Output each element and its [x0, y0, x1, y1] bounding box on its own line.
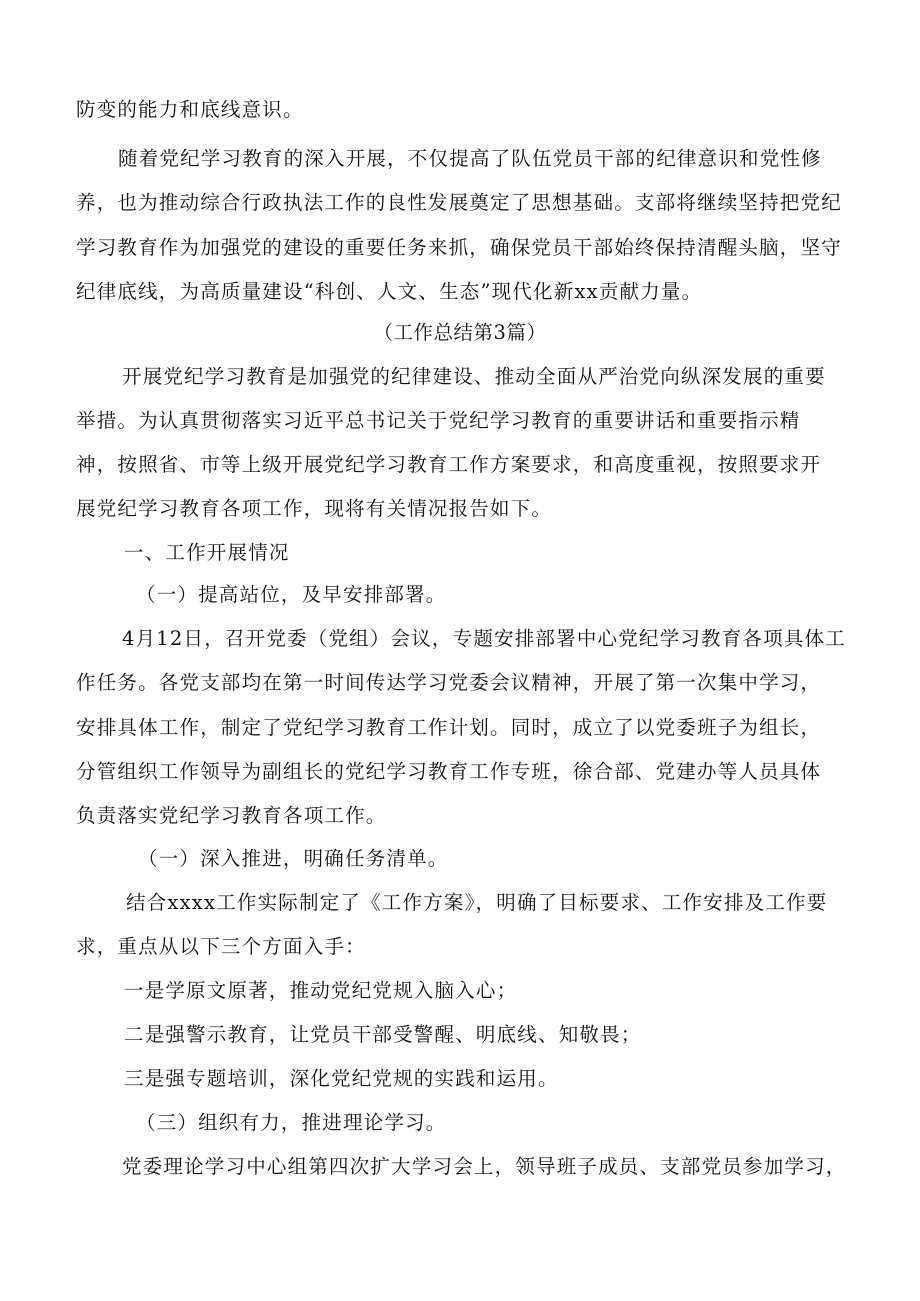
- paragraph-first-line: 结合xxxx工作实际制定了《工作方案》，明确了目标要求、工作安排及工作要: [126, 891, 828, 914]
- text-line: 神，按照省、市等上级开展党纪学习教育工作方案要求，和高度重视，按照要求开: [76, 453, 822, 476]
- text-line: 负责落实党纪学习教育各项工作。: [76, 804, 387, 827]
- list-item: 三是强专题培训，深化党纪党规的实践和运用。: [124, 1067, 559, 1090]
- paragraph-first-line: 开展党纪学习教育是加强党的纪律建设、推动全面从严治党向纵深发展的重要: [122, 365, 826, 388]
- paragraph-first-line: 4月12日，召开党委（党组）会议，专题安排部署中心党纪学习教育各项具体工: [122, 627, 846, 650]
- list-item: 一是学原文原著，推动党纪党规入脑入心；: [124, 979, 518, 1002]
- heading-level-1: 一、工作开展情况: [124, 541, 290, 564]
- heading-level-2: （三）组织有力，推进理论学习。: [136, 1111, 447, 1134]
- text-line: 安排具体工作，制定了党纪学习教育工作计划。同时，成立了以党委班子为组长，: [76, 716, 822, 739]
- text-line: 举措。为认真贯彻落实习近平总书记关于党纪学习教育的重要讲话和重要指示精: [76, 409, 801, 432]
- heading-level-2: （一）深入推进，明确任务清单。: [138, 847, 449, 870]
- text-line: 作任务。各党支部均在第一时间传达学习党委会议精神，开展了第一次集中学习，: [76, 671, 822, 694]
- heading-level-2: （一）提高站位，及早安排部署。: [136, 583, 447, 606]
- text-line: 分管组织工作领导为副组长的党纪学习教育工作专班，徐合部、党建办等人员具体: [76, 760, 822, 783]
- text-line: 求，重点从以下三个方面入手：: [76, 935, 366, 958]
- text-line: 纪律底线，为高质量建设“科创、人文、生态”现代化新xx贡献力量。: [76, 280, 703, 303]
- paragraph-first-line: 党委理论学习中心组第四次扩大学习会上，领导班子成员、支部党员参加学习，: [122, 1155, 847, 1178]
- text-line: 学习教育作为加强党的建设的重要任务来抓，确保党员干部始终保持清醒头脑，坚守: [76, 236, 842, 259]
- paragraph-first-line: 随着党纪学习教育的深入开展，不仅提高了队伍党员干部的纪律意识和党性修: [118, 147, 822, 170]
- list-item: 二是强警示教育，让党员干部受警醒、明底线、知敬畏；: [124, 1023, 642, 1046]
- text-line: 展党纪学习教育各项工作，现将有关情况报告如下。: [76, 497, 553, 520]
- text-line: 防变的能力和底线意识。: [76, 98, 304, 121]
- text-line: 养，也为推动综合行政执法工作的良性发展奠定了思想基础。支部将继续坚持把党纪: [76, 191, 842, 214]
- section-title: （工作总结第3篇）: [373, 321, 547, 344]
